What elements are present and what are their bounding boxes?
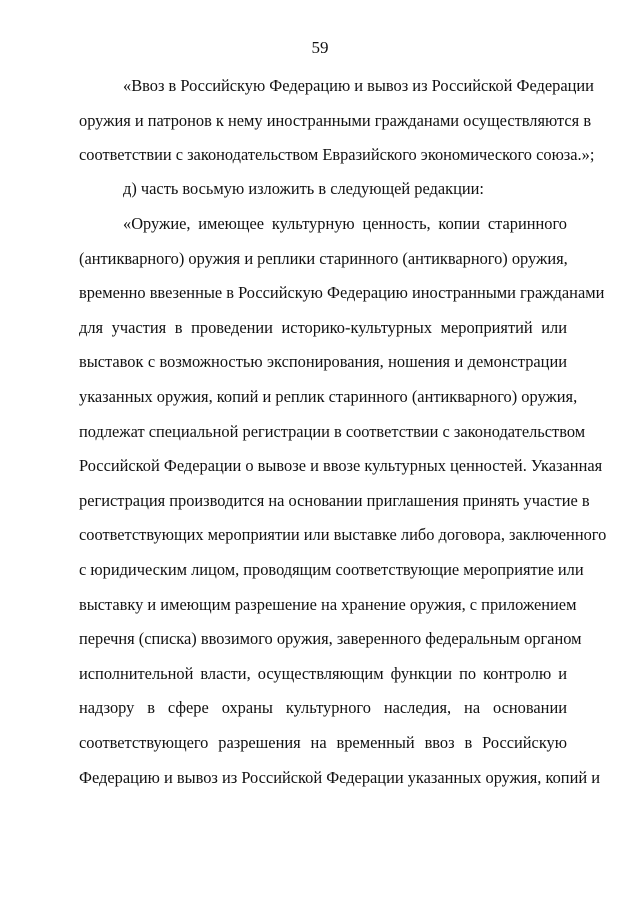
paragraph-line: Федерацию и вывоз из Российской Федерации указанных оружия, копий и bbox=[79, 767, 600, 787]
paragraph-line: (антикварного) оружия и реплики старинного (антикварного) оружия, bbox=[79, 248, 568, 268]
paragraph-line: регистрация производится на основании приглашения принять участие в bbox=[79, 490, 590, 510]
paragraph-line: «Ввоз в Российскую Федерацию и вывоз из Российской Федерации bbox=[123, 76, 594, 95]
paragraph-line: надзору в сфере охраны культурного наследия, на основании bbox=[79, 698, 567, 718]
paragraph-line: оружия и патронов к нему иностранными гражданами осуществляются в bbox=[79, 110, 592, 130]
paragraph-line: для участия в проведении историко-культурных мероприятий или bbox=[79, 317, 567, 337]
paragraph-line: соответствующих мероприятии или выставке либо договора, заключенного bbox=[79, 525, 607, 545]
paragraph-import-export bbox=[79, 69, 595, 173]
paragraph-line: Российской Федерации о вывозе и ввозе культурных ценностей. Указанная bbox=[79, 456, 603, 476]
paragraph-line: с юридическим лицом, проводящим соответствующие мероприятие или bbox=[79, 559, 584, 579]
paragraph-line: «Оружие, имеющее культурную ценность, копии старинного bbox=[123, 214, 567, 233]
paragraph-line: указанных оружия, копий и реплик старинного (антикварного) оружия, bbox=[79, 386, 578, 406]
paragraph-line: перечня (списка) ввозимого оружия, заверенного федеральным органом bbox=[79, 629, 582, 649]
paragraph-line: выставок с возможностью экспонирования, ношения и демонстрации bbox=[79, 352, 567, 372]
paragraph-line: выставку и имеющим разрешение на хранение оружия, с приложением bbox=[79, 594, 577, 614]
paragraph-amendment-clause bbox=[79, 172, 567, 207]
paragraph-line: соответствии с законодательством Евразийского экономического союза.»; bbox=[79, 145, 595, 165]
paragraph-cultural-weapons bbox=[79, 207, 607, 795]
paragraph-line: д) часть восьмую изложить в следующей редакции: bbox=[123, 179, 484, 198]
page-number: 59 bbox=[311, 38, 329, 57]
paragraph-line: подлежат специальной регистрации в соответствии с законодательством bbox=[79, 421, 586, 441]
paragraph-line: соответствующего разрешения на временный ввоз в Российскую bbox=[79, 732, 567, 752]
paragraph-line: исполнительной власти, осуществляющим функции по контролю и bbox=[79, 663, 567, 683]
paragraph-line: временно ввезенные в Российскую Федерацию иностранными гражданами bbox=[79, 283, 605, 303]
